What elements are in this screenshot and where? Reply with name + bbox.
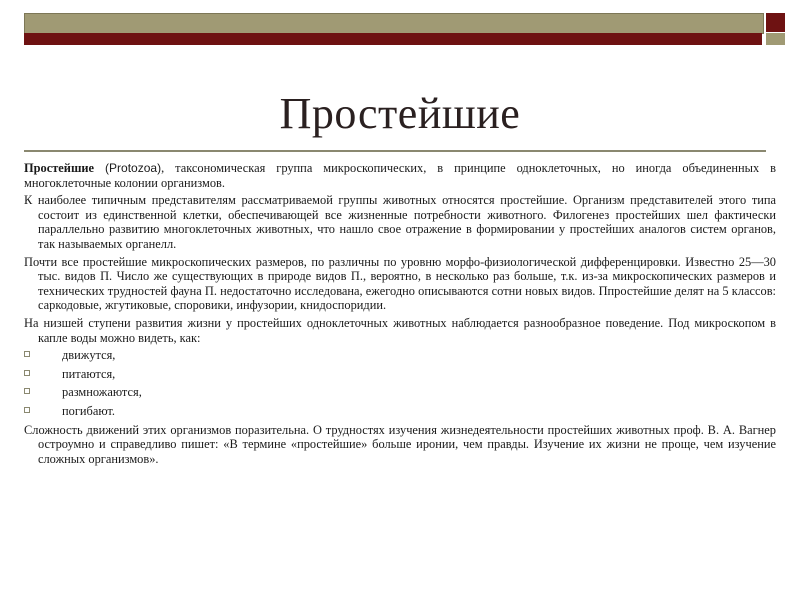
latin-name: (Protozoa) xyxy=(105,161,162,175)
paragraph-wagner-quote: Сложность движений этих организмов поразительна. О трудностях изучения жизнедеятельности простейших животных проф. В. А. Вагнер остроумно и справедливо пишет: «В термине «простейшие» больше иронии, чем правды. Изучение их жизни не проще, чем изучение сложных организмов». xyxy=(24,422,776,466)
hollow-square-bullet-icon xyxy=(24,370,30,376)
term-protozoa: Простейшие xyxy=(24,161,95,175)
hollow-square-bullet-icon xyxy=(24,407,30,413)
list-item xyxy=(24,348,776,363)
list-item-label: погибают. xyxy=(62,403,116,418)
title-divider xyxy=(24,150,766,152)
hollow-square-bullet-icon xyxy=(24,388,30,394)
list-item-label: движутся, xyxy=(62,348,116,363)
paragraph-representatives: К наиболее типичным представителям рассматриваемой группы животных относятся простейшие. Организм представителей этого типа состоит из единственной клетки, обеспечивающей все жизненные потребности животного. Филогенез простейших шел фактически параллельно развитию многоклеточных животных, что нашло свое отражение в формировании у простейших аналогов систем органов, так называемых органелл. xyxy=(24,193,776,251)
list-item xyxy=(24,367,776,382)
hollow-square-bullet-icon xyxy=(24,351,30,357)
header-band-olive xyxy=(24,13,764,34)
paragraph-behavior: На низшей ступени развития жизни у простейших одноклеточных животных наблюдается разнообразное поведение. Под микроскопом в капле воды можно видеть, как: xyxy=(24,315,776,345)
list-item-label: размножаются, xyxy=(62,385,142,400)
paragraph-species: Почти все простейшие микроскопических размеров, по различны по уровню морфо-физиологической дифференцировки. Известно 25—30 тыс. видов П. Число же существующих в природе видов П., вероятно, в несколько раз больше, т.к. из-за микроскопических размеров и технических трудностей фауна П. недостаточно исследована, ежегодно описываются сотни новых видов. Ппростейшие делят на 5 классов: саркодовые, жгутиковые, споровики, инфузории, книдоспоридии. xyxy=(24,254,776,313)
list-item xyxy=(24,404,776,419)
list-item xyxy=(24,385,776,400)
slide-body xyxy=(24,161,776,469)
corner-square-maroon xyxy=(766,13,785,32)
header-band-maroon xyxy=(24,33,762,45)
list-item-label: питаются, xyxy=(62,366,116,381)
paragraph-definition xyxy=(24,161,776,190)
behavior-list xyxy=(24,348,776,418)
corner-square-olive xyxy=(766,33,785,45)
definition-text: , таксономическая группа микроскопических, в принципе одноклеточных, но иногда объединенных в многоклеточные колонии организмов. xyxy=(24,161,776,190)
slide-title: Простейшие xyxy=(279,89,521,138)
